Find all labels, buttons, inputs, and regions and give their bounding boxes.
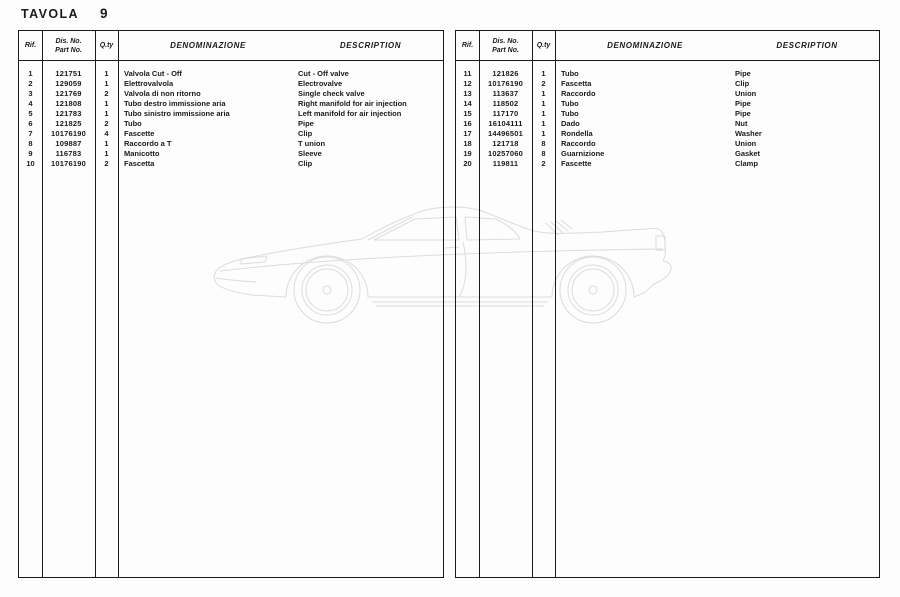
denominazione-cell: Rondella [561, 129, 593, 138]
description-cell: Left manifold for air injection [298, 109, 402, 118]
table-row [456, 119, 879, 129]
rif-cell: 18 [463, 139, 472, 148]
header-denominazione: DENOMINAZIONE [170, 41, 246, 50]
header-description: DESCRIPTION [339, 41, 402, 50]
parts-table-left [18, 30, 444, 578]
header-denominazione: DENOMINAZIONE [607, 41, 683, 50]
table-row [19, 139, 443, 149]
description-cell: Gasket [735, 149, 761, 158]
column-divider [532, 31, 533, 577]
part-no-cell: 10176190 [488, 79, 523, 88]
header-rif: Rif. [24, 42, 37, 49]
rif-cell: 2 [28, 79, 33, 88]
table-row [456, 129, 879, 139]
page-title-number: 9 [99, 6, 108, 21]
table-header [19, 31, 443, 61]
table-row [19, 79, 443, 89]
rif-cell: 16 [463, 119, 472, 128]
table-row [19, 129, 443, 139]
rif-cell: 8 [28, 139, 33, 148]
description-cell: Right manifold for air injection [298, 99, 407, 108]
denominazione-cell: Tubo [561, 99, 579, 108]
part-no-cell: 119811 [492, 159, 519, 168]
denominazione-cell: Fascette [561, 159, 592, 168]
qty-cell: 1 [541, 109, 546, 118]
table-body [19, 61, 443, 169]
description-cell: Electrovalve [298, 79, 343, 88]
part-no-cell: 113637 [492, 89, 519, 98]
description-cell: Pipe [735, 99, 751, 108]
description-cell: Cut - Off valve [298, 69, 349, 78]
table-row [19, 109, 443, 119]
denominazione-cell: Raccordo a T [124, 139, 172, 148]
page-title-label: TAVOLA [21, 7, 79, 21]
table-row [19, 159, 443, 169]
header-dis-no-line2: Part No. [55, 46, 82, 54]
rif-cell: 13 [463, 89, 472, 98]
part-no-cell: 129059 [55, 79, 82, 88]
part-no-cell: 117170 [492, 109, 519, 118]
header-qty: Q.ty [536, 42, 551, 49]
rif-cell: 10 [26, 159, 35, 168]
table-row [456, 69, 879, 79]
rif-cell: 5 [28, 109, 33, 118]
denominazione-cell: Manicotto [124, 149, 160, 158]
denominazione-cell: Tubo [561, 109, 579, 118]
part-no-cell: 118502 [492, 99, 519, 108]
rif-cell: 11 [463, 69, 472, 78]
description-cell: Union [735, 89, 757, 98]
header-dis-no-line1: Dis. No. [55, 37, 82, 45]
qty-cell: 1 [104, 139, 109, 148]
denominazione-cell: Raccordo [561, 139, 596, 148]
part-no-cell: 116783 [55, 149, 82, 158]
qty-cell: 1 [104, 109, 109, 118]
qty-cell: 2 [104, 89, 109, 98]
rif-cell: 15 [463, 109, 472, 118]
qty-cell: 2 [104, 159, 109, 168]
denominazione-cell: Valvola Cut - Off [124, 69, 182, 78]
rif-cell: 9 [28, 149, 33, 158]
column-divider [479, 31, 480, 577]
part-no-cell: 10257060 [488, 149, 523, 158]
qty-cell: 1 [541, 119, 546, 128]
denominazione-cell: Valvola di non ritorno [124, 89, 201, 98]
column-divider [95, 31, 96, 577]
page-title [21, 6, 107, 21]
qty-cell: 1 [104, 79, 109, 88]
qty-cell: 2 [541, 159, 546, 168]
qty-cell: 8 [541, 149, 546, 158]
description-cell: Sleeve [298, 149, 322, 158]
description-cell: Clip [298, 129, 313, 138]
description-cell: Clamp [735, 159, 758, 168]
description-cell: Pipe [298, 119, 314, 128]
part-no-cell: 121783 [55, 109, 82, 118]
table-row [456, 89, 879, 99]
column-divider [118, 31, 119, 577]
denominazione-cell: Tubo sinistro immissione aria [124, 109, 230, 118]
qty-cell: 1 [541, 89, 546, 98]
header-dis-no-line1: Dis. No. [492, 37, 519, 45]
table-row [19, 69, 443, 79]
part-no-cell: 16104111 [488, 119, 523, 128]
rif-cell: 19 [463, 149, 472, 158]
part-no-cell: 121718 [492, 139, 519, 148]
denominazione-cell: Tubo [124, 119, 142, 128]
description-cell: Nut [735, 119, 748, 128]
description-cell: Pipe [735, 109, 751, 118]
qty-cell: 1 [104, 69, 109, 78]
table-row [456, 139, 879, 149]
header-description: DESCRIPTION [776, 41, 838, 50]
qty-cell: 1 [104, 99, 109, 108]
part-no-cell: 121825 [55, 119, 82, 128]
table-row [456, 159, 879, 169]
part-no-cell: 121826 [492, 69, 519, 78]
table-row [19, 99, 443, 109]
part-no-cell: 121808 [55, 99, 82, 108]
description-cell: T union [298, 139, 326, 148]
rif-cell: 20 [463, 159, 472, 168]
part-no-cell: 10176190 [51, 129, 86, 138]
column-divider [555, 31, 556, 577]
qty-cell: 8 [541, 139, 546, 148]
rif-cell: 14 [463, 99, 472, 108]
table-header [456, 31, 879, 61]
header-part-no [42, 37, 95, 55]
part-no-cell: 10176190 [51, 159, 86, 168]
table-row [19, 119, 443, 129]
description-cell: Clip [298, 159, 313, 168]
rif-cell: 17 [463, 129, 472, 138]
denominazione-cell: Fascetta [561, 79, 592, 88]
denominazione-cell: Elettrovalvola [124, 79, 174, 88]
rif-cell: 3 [28, 89, 33, 98]
table-row [456, 109, 879, 119]
table-row [19, 149, 443, 159]
table-row [456, 99, 879, 109]
denominazione-cell: Raccordo [561, 89, 596, 98]
header-part-no [479, 37, 532, 55]
denominazione-cell: Dado [561, 119, 580, 128]
description-cell: Washer [735, 129, 762, 138]
description-cell: Single check valve [298, 89, 365, 98]
denominazione-cell: Fascetta [124, 159, 155, 168]
header-rif: Rif. [461, 42, 474, 49]
qty-cell: 1 [541, 129, 546, 138]
part-no-cell: 14496501 [488, 129, 523, 138]
description-cell: Union [735, 139, 757, 148]
rif-cell: 1 [28, 69, 33, 78]
denominazione-cell: Guarnizione [561, 149, 605, 158]
qty-cell: 4 [104, 129, 109, 138]
column-divider [42, 31, 43, 577]
rif-cell: 4 [28, 99, 33, 108]
table-row [456, 79, 879, 89]
qty-cell: 1 [541, 99, 546, 108]
table-row [456, 149, 879, 159]
qty-cell: 1 [104, 149, 109, 158]
rif-cell: 6 [28, 119, 33, 128]
rif-cell: 12 [463, 79, 472, 88]
table-row [19, 89, 443, 99]
header-qty: Q.ty [99, 42, 114, 49]
description-cell: Pipe [735, 69, 751, 78]
rif-cell: 7 [28, 129, 33, 138]
part-no-cell: 121769 [55, 89, 82, 98]
header-dis-no-line2: Part No. [492, 46, 519, 54]
denominazione-cell: Tubo [561, 69, 579, 78]
qty-cell: 2 [541, 79, 546, 88]
qty-cell: 1 [541, 69, 546, 78]
parts-table-right [455, 30, 880, 578]
part-no-cell: 109887 [55, 139, 82, 148]
part-no-cell: 121751 [55, 69, 82, 78]
qty-cell: 2 [104, 119, 109, 128]
denominazione-cell: Tubo destro immissione aria [124, 99, 226, 108]
table-body [456, 61, 879, 169]
description-cell: Clip [735, 79, 750, 88]
denominazione-cell: Fascette [124, 129, 155, 138]
